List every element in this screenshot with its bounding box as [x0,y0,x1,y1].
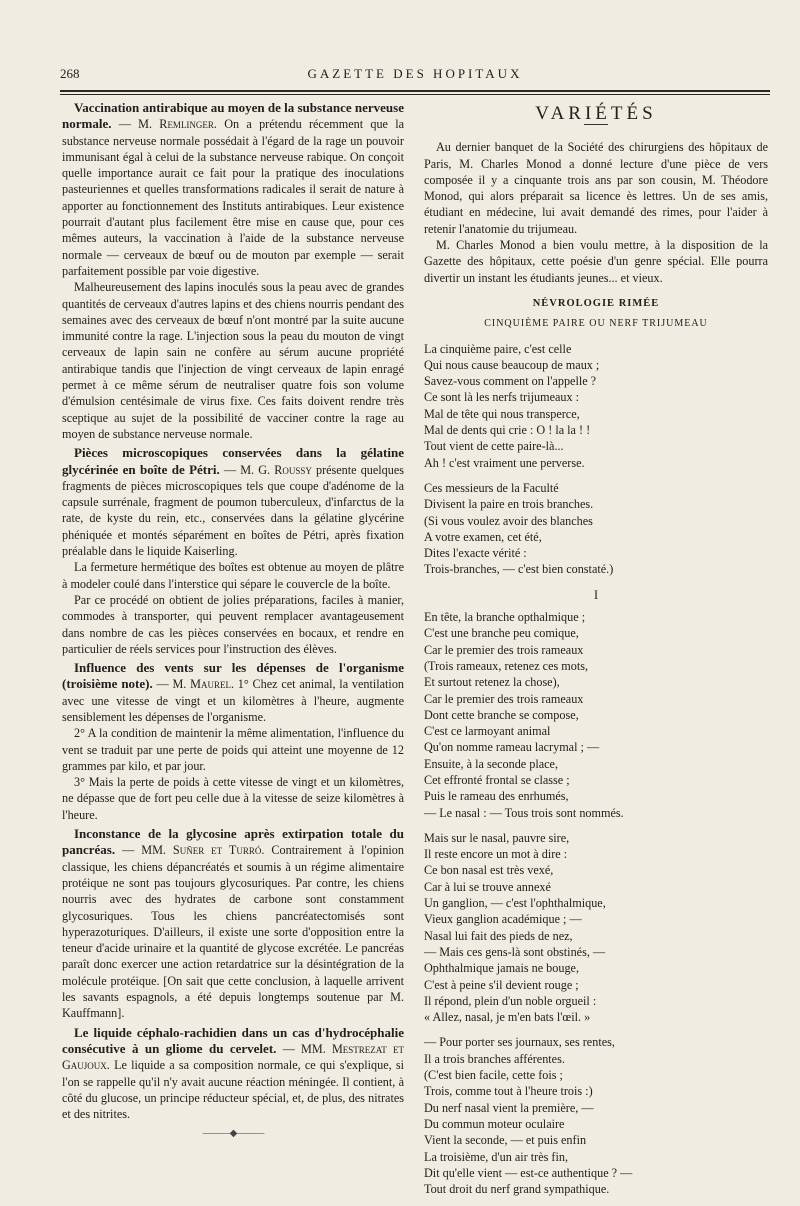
poem-verse: Mal de dents qui crie : O ! la la ! ! [424,423,591,438]
end-ornament: ———◆——— [202,1128,264,1140]
poem-verse: C'est une branche peu comique, [424,626,579,641]
article-text: présente quelques fragments de pièces microscopiques tels que coupe d'adénome de la capsule surrénale, fragment de poumon tuberculeux, d'infarctus de la rate, de kyste du rein, etc., conservées dans la gélatine glycérine phéniquée et montés séparément en boîtes de Pétri, après fixation préalable dans le liquide Kaiserling. [62,462,405,559]
poem-verse: Il a trois branches afférentes. [424,1051,565,1066]
poem-verse: Il reste encore un mot à dire : [424,847,568,862]
article-pieces-para-1: Pièces microscopiques conservées dans la gélatine glycérinée en boîte de Pétri. — M. G. Roussy présente quelques fragments de pièces microscopiques tels que coupe d'adénome de la capsule surrénale, fragment de poumon tuberculeux, d'infarctus de la rate, de kyste du rein, etc., conservées dans la gélatine glycérine phéniquée et montés séparément en boîtes de Pétri, après fixation préalable dans le liquide Kaiserling. [62,445,405,559]
right-column [424,100,768,1206]
poem-subtitle: CINQUIÈME PAIRE OU NERF TRIJUMEAU [484,318,708,330]
article-author: M. G. Roussy [240,462,312,477]
poem-verse: C'est ce larmoyant animal [424,724,551,739]
article-title: Le liquide céphalo-rachidien dans un cas d'hydrocéphalie consécutive à un gliome du cervelet. [62,1024,404,1056]
article-author: MM. Suñer et Turró. [141,843,265,858]
poem-stanza [424,830,768,1026]
poem-verse: Trois, comme tout à l'heure trois :) [424,1084,593,1099]
poem-verse: Ce sont là les nerfs trijumeaux : [424,390,580,405]
article-text: 3° Mais la perte de poids à cette vitesse de vingt et un kilomètres, ne dépasse que de fort peu celle due à la vitesse de seize kilomètres à l'heure. [62,775,404,822]
poem-verse: Ce bon nasal est très vexé, [424,863,554,878]
article-text: 1° Chez cet animal, la ventilation avec une vitesse de vingt et un kilomètres à l'heure, augmente sensiblement les dépenses de l'organisme. [62,677,405,724]
poem-verse: Car à lui se trouve annexé [424,879,551,894]
poem-verse: Tout vient de cette paire-là... [424,439,564,454]
article-author: M. Maurel. [172,677,235,692]
poem-verse: Ophthalmique jamais ne bouge, [424,961,580,976]
poem-verse: Il répond, plein d'un noble orgueil : [424,993,597,1008]
poem-verse: Vieux ganglion académique ; — [424,912,582,927]
poem-verse: Qui nous cause beaucoup de maux ; [424,357,600,372]
page-number: 268 [60,66,80,81]
article-glycosine-para-1: Inconstance de la glycosine après extirpation totale du pancréas. — MM. Suñer et Turró. Contrairement à l'opinion classique, les chiens dépancréatés et soumis à un régime alimentaire protéique ne sont pas toujours glycosuriques. Par contre, les chiens nourris avec des hydrates de carbone sont constamment glycosuriques. Tous les chiens pancréatectomisés sont hyperazoturiques. D'ailleurs, il existe une sorte d'opposition entre la teneur d'acide urinaire et la quantité de glycose excrétée. Le pancréas paraît donc exercer une action retardatrice sur la désintégration de la molécule protéique. [On sait que cette conclusion, à laquelle arrivent les savants espagnols, a été depuis longtemps soutenue par M. Kauffmann]. [62,826,404,1021]
article-vents-para-1: Influence des vents sur les dépenses de l'organisme (troisième note). — M. Maurel. 1° Chez cet animal, la ventilation avec une vitesse de vingt et un kilomètres à l'heure, augmente sensiblement les dépenses de l'organisme. [62,660,405,724]
title-dash [584,124,608,125]
header-rule-thin [60,94,770,95]
article-liquide-para-1: Le liquide céphalo-rachidien dans un cas d'hydrocéphalie consécutive à un gliome du cervelet. — MM. Mestrezat et Gaujoux. Le liquide a sa composition normale, ce qui s'explique, si l'on se rappelle qu'il n'y avait aucune réaction méningée. Il contient, à côté du glucose, un principe réducteur spécial, et, de plus, des nitrates et des nitrites. [62,1024,405,1122]
intro-paragraph: M. Charles Monod a bien voulu mettre, à la disposition de la Gazette des hôpitaux, cette poésie d'un genre spécial. Elle pourra divertir un instant les étudiants jeunes... et vieux. [424,238,768,285]
article-title: Vaccination antirabique au moyen de la substance nerveuse normale. [62,100,404,132]
poem-verse: « Allez, nasal, je m'en bats l'œil. » [424,1010,591,1025]
article-vaccination-para-1: Vaccination antirabique au moyen de la substance nerveuse normale. — M. Remlinger. On a prétendu récemment que la substance nerveuse normale possédait à l'égard de la rage un pouvoir immunisant égal à celui de la substance nerveuse rabique. On conçoit quelle importance aurait ce fait pour la pratique des inoculations pasteuriennes et quelles transformations radicales il serait de nature à apporter au fonctionnement des Instituts antirabiques. Leur existence pourrait d'autant plus facilement être mise en cause que, pour ces mêmes auteurs, la vaccination à l'aide de la substance nerveuse normale — cerveaux de bœuf ou de mouton par exemple — serait parfaitement possible par voie digestive. [62,100,404,278]
poem-verse: Dites l'exacte vérité : [424,546,527,561]
article-text: Par ce procédé on obtient de jolies préparations, faciles à manier, commodes à transporter, qui peuvent remplacer avantageusement dans nombre de cas les pièces conservées en bocaux, et rendre en particulier de réels services pour l'instruction des élèves. [62,592,404,656]
poem-verse: Puis le rameau des enrhumés, [424,789,569,804]
poem-verse: Tout droit du nerf grand sympathique. [424,1182,610,1197]
poem-verse: Ensuite, à la seconde place, [424,756,559,771]
poem-stanza [424,341,768,471]
article-title: Inconstance de la glycosine après extirpation totale du pancréas. [62,826,404,858]
poem-verse: Savez-vous comment on l'appelle ? [424,374,597,389]
poem-verse: (C'est bien facile, cette fois ; [424,1068,563,1083]
poem-verse: La cinquième paire, c'est celle [424,341,572,356]
poem-verse: Et surtout retenez la chose), [424,675,560,690]
poem-verse: Trois-branches, — c'est bien constaté.) [424,562,614,577]
poem-verse: Car le premier des trois rameaux [424,642,584,657]
poem-verse: (Si vous voulez avoir des blanches [424,513,593,528]
poem-verse: Un ganglion, — c'est l'ophthalmique, [424,896,606,911]
poem-stanza [424,480,768,578]
poem-verse: La troisième, d'un air très fin, [424,1149,569,1164]
poem-verse: Nasal lui fait des pieds de nez, [424,928,573,943]
poem-verse: Divisent la paire en trois branches. [424,497,594,512]
poem-verse: Dont cette branche se compose, [424,707,579,722]
page-header [60,66,770,90]
poem-verse: Du commun moteur oculaire [424,1116,565,1131]
poem-verse: Dit qu'elle vient — est-ce authentique ? — [424,1165,633,1180]
poem-stanza [424,609,768,821]
poem-verse: Mais sur le nasal, pauvre sire, [424,830,570,845]
article-text: On a prétendu récemment que la substance nerveuse normale possédait à l'égard de la rage un pouvoir immunisant égal à celui de la substance nerveuse rabique. On conçoit quelle importance aurait ce fait pour la pratique des inoculations pasteuriennes et quelles transformations radicales il serait de nature à apporter au fonctionnement des Instituts antirabiques. Leur existence pourrait d'autant plus facilement être mise en cause que, pour ces mêmes auteurs, la vaccination à l'aide de la substance nerveuse normale — cerveaux de bœuf ou de mouton par exemple — serait parfaitement possible par voie digestive. [62,117,404,278]
header-rule-thick [60,90,770,92]
poem-part-1 [424,609,768,1197]
poem-verse: C'est à peine s'il devient rouge ; [424,977,579,992]
poem-title: NÉVROLOGIE RIMÉE [532,297,660,309]
intro-paragraph: Au dernier banquet de la Société des chirurgiens des hôpitaux de Paris, M. Charles Monod a donné lecture d'une pièce de vers composée il y a cinquante trois ans par son cousin, M. Théodore Monod, qui alors préparait sa licence ès lettres. Un de ses amis, étudiant en médecine, lui avait demandé des rimes, pour l'aider à retenir l'anatomie du trijumeau. [424,140,768,236]
poem-stanza [424,1034,768,1197]
article-text: Contrairement à l'opinion classique, les chiens dépancréatés et soumis à un régime alimentaire protéique ne sont pas toujours glycosuriques. Par contre, les chiens nourris avec des hydrates de carbone sont constamment glycosuriques. Tous les chiens pancréatectomisés sont hyperazoturiques. D'ailleurs, il existe une sorte d'opposition entre la teneur d'acide urinaire et la quantité de glycose excrétée. Le pancréas paraît donc exercer une action retardatrice sur la désintégration de la molécule protéique. [On sait que cette conclusion, à laquelle arrivent les savants espagnols, a été depuis longtemps soutenue par M. Kauffmann]. [62,843,404,1021]
poem-verse: — Le nasal : — Tous trois sont nommés. [424,805,624,820]
article-author: M. Remlinger. [138,117,217,132]
poem-verse: Qu'on nomme rameau lacrymal ; — [424,740,600,755]
poem-verse: En tête, la branche opthalmique ; [424,610,586,625]
poem-verse: Ces messieurs de la Faculté [424,480,559,495]
article-author: MM. Mestrezat et Gaujoux. [62,1041,405,1073]
poem-verse: (Trois rameaux, retenez ces mots, [424,658,589,673]
poem-intro [424,341,768,578]
left-column [62,100,404,1143]
article-text: Malheureusement des lapins inoculés sous la peau avec de grandes quantités de cerveaux d'autres lapins et des chiens nourris pendant des semaines avec des cerveaux de bœuf n'ont montré par la suite aucune immunité contre la rage. L'injection sous la peau du mouton de vingt cerveaux de lapin sain ne confère au sérum aucune propriété antirabique tandis que l'injection de vingt cerveaux de lapin enragé permet à ce même sérum de neutraliser quatre fois son volume d'émulsion centésimale de virus fixe. Ces faits doivent rendre très sceptique au sujet de la possibilité de vacciner contre la rage au moyen de substance nerveuse normale. [62,280,404,441]
roman-numeral: I [593,587,599,602]
article-title: Influence des vents sur les dépenses de l'organisme (troisième note). [62,660,404,692]
poem-verse: Du nerf nasal vient la première, — [424,1100,594,1115]
poem-verse: Cet effronté frontal se classe ; [424,772,570,787]
article-title: Pièces microscopiques conservées dans la gélatine glycérinée en boîte de Pétri. [62,445,404,477]
article-text: La fermeture hermétique des boîtes est obtenue au moyen de plâtre à modeler coulé dans l'interstice qui sépare le couvercle de la boîte. [62,560,404,591]
article-text: Le liquide a sa composition normale, ce qui s'explique, si l'on se rappelle qu'il n'y avait aucune réaction méningée. Il contient, à côté du glucose, un principe réducteur spécial, et, de plus, des nitrates et des nitrites. [62,1058,404,1122]
poem-verse: A votre examen, cet été, [424,529,542,544]
section-title: VARIÉTÉS [535,103,657,124]
journal-title: GAZETTE DES HOPITAUX [307,66,523,81]
poem-verse: Ah ! c'est vraiment une perverse. [424,455,585,470]
article-text: 2° A la condition de maintenir la même alimentation, l'influence du vent se traduit par une perte de poids qui atteint une moyenne de 12 grammes par kilo, et par jour. [62,726,404,773]
poem-verse: Car le premier des trois rameaux [424,691,584,706]
poem-verse: Mal de tête qui nous transperce, [424,406,580,421]
poem-verse: — Mais ces gens-là sont obstinés, — [424,944,606,959]
poem-verse: Vient la seconde, — et puis enfin [424,1133,587,1148]
poem-verse: — Pour porter ses journaux, ses rentes, [424,1035,615,1050]
